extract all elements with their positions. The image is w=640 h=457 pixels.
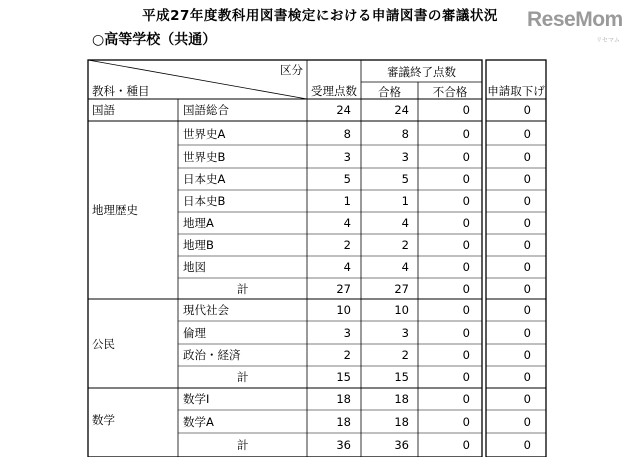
row-item-name: 地理B [183, 238, 214, 252]
cell-fugokaku: 0 [462, 326, 470, 340]
cell-fugokaku: 0 [462, 370, 470, 384]
cell-fugokaku: 0 [462, 127, 470, 141]
cell-shinsei-torisage: 0 [523, 326, 531, 340]
cell-gokaku: 3 [401, 150, 409, 164]
row-item-total: 計 [237, 438, 249, 452]
cell-juri-tensu: 27 [336, 282, 351, 296]
cell-gokaku: 5 [401, 172, 409, 186]
cell-gokaku: 24 [394, 103, 409, 117]
cell-juri-tensu: 3 [343, 150, 351, 164]
cell-shinsei-torisage: 0 [523, 348, 531, 362]
cell-gokaku: 18 [394, 415, 409, 429]
cell-gokaku: 15 [394, 370, 409, 384]
cell-gokaku: 10 [394, 303, 409, 317]
subject-sugaku: 数学 [92, 413, 115, 427]
cell-juri-tensu: 10 [336, 303, 351, 317]
cell-gokaku: 3 [401, 326, 409, 340]
cell-shinsei-torisage: 0 [523, 415, 531, 429]
cell-fugokaku: 0 [462, 238, 470, 252]
row-item-name: 現代社会 [183, 303, 229, 317]
cell-gokaku: 27 [394, 282, 409, 296]
cell-gokaku: 2 [401, 348, 409, 362]
header-juri-tensu: 受理点数 [311, 84, 357, 98]
row-item-name: 日本史B [183, 194, 226, 208]
cell-gokaku: 4 [401, 260, 409, 274]
resemom-logo-kana: リセマム [596, 37, 620, 44]
cell-fugokaku: 0 [462, 415, 470, 429]
cell-juri-tensu: 15 [336, 370, 351, 384]
row-item-name: 国語総合 [183, 103, 229, 117]
subject-chireki: 地理歴史 [92, 203, 138, 217]
cell-fugokaku: 0 [462, 438, 470, 452]
row-item-name: 地理A [183, 216, 214, 230]
cell-juri-tensu: 4 [343, 216, 351, 230]
header-shingi-shuryo: 審議終了点数 [387, 65, 456, 79]
row-item-name: 日本史A [183, 172, 226, 186]
cell-shinsei-torisage: 0 [523, 194, 531, 208]
header-kubun: 区分 [280, 63, 303, 77]
cell-juri-tensu: 18 [336, 392, 351, 406]
cell-gokaku: 8 [401, 127, 409, 141]
section-subtitle: ○高等学校（共通） [92, 32, 217, 48]
cell-juri-tensu: 2 [343, 348, 351, 362]
cell-shinsei-torisage: 0 [523, 150, 531, 164]
cell-shinsei-torisage: 0 [523, 172, 531, 186]
cell-fugokaku: 0 [462, 282, 470, 296]
row-item-name: 世界史A [183, 127, 226, 141]
cell-gokaku: 2 [401, 238, 409, 252]
cell-juri-tensu: 2 [343, 238, 351, 252]
row-item-name: 数学A [183, 415, 214, 429]
document-title: 平成27年度教科用図書検定における申請図書の審議状況 [142, 8, 498, 24]
cell-fugokaku: 0 [462, 150, 470, 164]
row-item-total: 計 [237, 370, 249, 384]
cell-shinsei-torisage: 0 [523, 392, 531, 406]
header-kyoka-shumoku: 教科・種目 [92, 84, 150, 98]
cell-juri-tensu: 24 [336, 103, 351, 117]
row-item-name: 政治・経済 [183, 348, 241, 362]
cell-shinsei-torisage: 0 [523, 103, 531, 117]
header-gokaku: 合格 [378, 85, 401, 99]
cell-juri-tensu: 4 [343, 260, 351, 274]
cell-gokaku: 36 [394, 438, 409, 452]
cell-fugokaku: 0 [462, 348, 470, 362]
cell-fugokaku: 0 [462, 260, 470, 274]
cell-fugokaku: 0 [462, 103, 470, 117]
cell-juri-tensu: 18 [336, 415, 351, 429]
cell-shinsei-torisage: 0 [523, 238, 531, 252]
cell-fugokaku: 0 [462, 303, 470, 317]
row-item-name: 地図 [183, 260, 206, 274]
cell-juri-tensu: 5 [343, 172, 351, 186]
cell-shinsei-torisage: 0 [523, 370, 531, 384]
cell-fugokaku: 0 [462, 172, 470, 186]
cell-juri-tensu: 8 [343, 127, 351, 141]
subject-kokugo: 国語 [92, 103, 115, 117]
row-item-total: 計 [237, 282, 249, 296]
row-item-name: 世界史B [183, 150, 226, 164]
cell-fugokaku: 0 [462, 392, 470, 406]
cell-gokaku: 18 [394, 392, 409, 406]
row-item-name: 数学Ⅰ [183, 392, 210, 406]
cell-gokaku: 4 [401, 216, 409, 230]
cell-juri-tensu: 3 [343, 326, 351, 340]
cell-fugokaku: 0 [462, 194, 470, 208]
cell-juri-tensu: 36 [336, 438, 351, 452]
header-fugokaku: 不合格 [432, 85, 468, 99]
cell-shinsei-torisage: 0 [523, 282, 531, 296]
cell-shinsei-torisage: 0 [523, 216, 531, 230]
cell-shinsei-torisage: 0 [523, 127, 531, 141]
cell-shinsei-torisage: 0 [523, 260, 531, 274]
cell-gokaku: 1 [401, 194, 409, 208]
header-shinsei-torisage: 申請取下げ [487, 84, 545, 98]
cell-juri-tensu: 1 [343, 194, 351, 208]
cell-shinsei-torisage: 0 [523, 438, 531, 452]
cell-shinsei-torisage: 0 [523, 303, 531, 317]
subject-komin: 公民 [92, 337, 115, 351]
row-item-name: 倫理 [183, 326, 206, 340]
cell-fugokaku: 0 [462, 216, 470, 230]
resemom-logo: ReseMom [527, 8, 623, 31]
